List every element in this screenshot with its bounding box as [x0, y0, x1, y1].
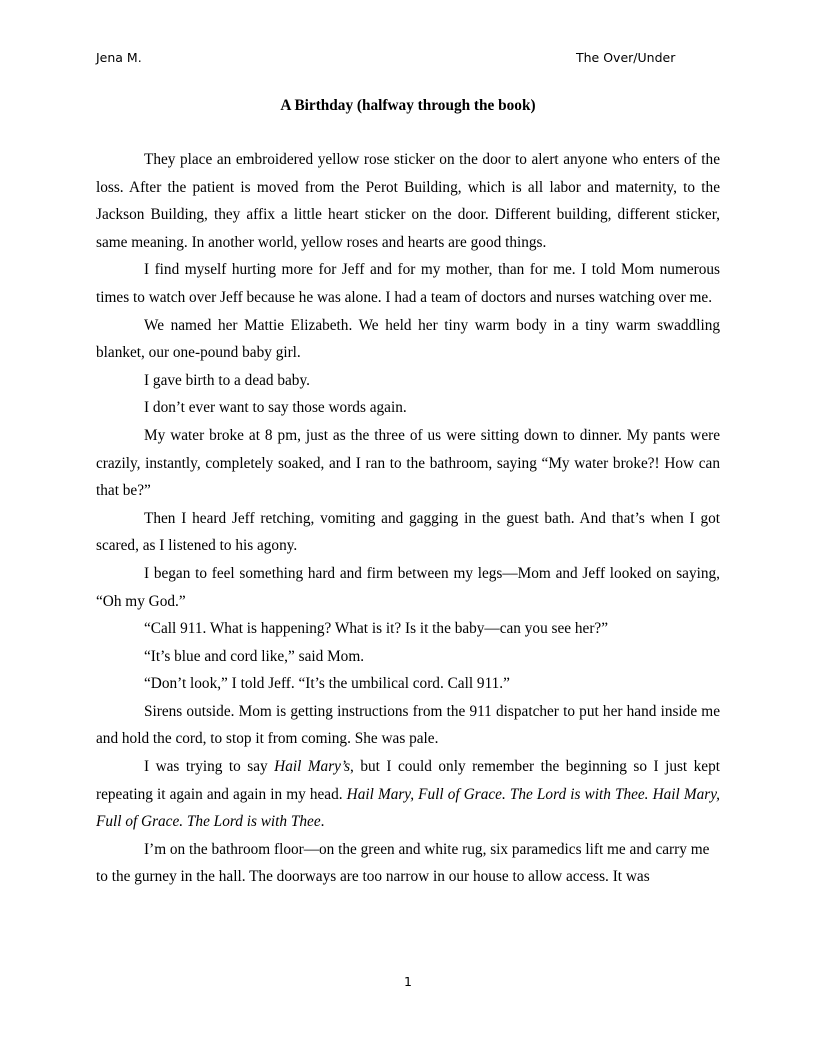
paragraph: I don’t ever want to say those words again.	[144, 399, 407, 417]
paragraph: “It’s blue and cord like,” said Mom.	[144, 647, 365, 665]
paragraph: I gave birth to a dead baby.	[144, 371, 310, 389]
paragraph: I’m on the bathroom floor—on the green and white rug, six paramedics lift me and carry me to the gurney in the hall. The doorways are too narrow in our house to allow access. It was	[96, 840, 710, 886]
paragraph: My water broke at 8 pm, just as the three of us were sitting down to dinner. My pants were crazily, instantly, completely soaked, and I ran to the bathroom, saying “My water broke?! How can that be?”	[96, 426, 720, 500]
page-number: 1	[404, 974, 412, 989]
paragraph: We named her Mattie Elizabeth. We held her tiny warm body in a tiny warm swaddling blanket, our one-pound baby girl.	[96, 316, 720, 362]
italic-text: Hail Mary, Full of Grace. The Lord is with Thee. Hail Mary, Full of Grace. The Lord is with Thee	[96, 785, 720, 831]
text-run: , but I could only remember the beginning so I just kept repeating it again and again in my head.	[96, 758, 720, 803]
paragraph: I find myself hurting more for Jeff and for my mother, than for me. I told Mom numerous times to watch over Jeff because he was alone. I had a team of doctors and nurses watching over me.	[96, 261, 720, 306]
hail-mary-paragraph	[96, 753, 720, 836]
body-text	[96, 146, 720, 891]
text-run: .	[320, 813, 325, 831]
header-author: Jena M.	[96, 50, 142, 65]
text-run: I was trying to say	[144, 758, 275, 776]
paragraph: Then I heard Jeff retching, vomiting and gagging in the guest bath. And that’s when I got scared, as I listened to his agony.	[96, 509, 720, 555]
paragraph: “Call 911. What is happening? What is it? Is it the baby—can you see her?”	[144, 620, 609, 638]
paragraph: I began to feel something hard and firm between my legs—Mom and Jeff looked on saying, “Oh my God.”	[96, 564, 720, 610]
paragraph: Sirens outside. Mom is getting instructions from the 911 dispatcher to put her hand inside me and hold the cord, to stop it from coming. She was pale.	[96, 702, 720, 748]
paragraph: They place an embroidered yellow rose sticker on the door to alert anyone who enters of the loss. After the patient is moved from the Perot Building, which is all labor and maternity, to the Jackson Building, they affix a little heart sticker on the door. Different building, different sticker, same meaning. In another world, yellow roses and hearts are good things.	[96, 151, 720, 251]
chapter-title: A Birthday (halfway through the book)	[280, 97, 536, 114]
paragraph: “Don’t look,” I told Jeff. “It’s the umbilical cord. Call 911.”	[144, 675, 510, 693]
italic-text: Hail Mary’s	[274, 758, 351, 776]
header-book-title: The Over/Under	[576, 50, 676, 65]
